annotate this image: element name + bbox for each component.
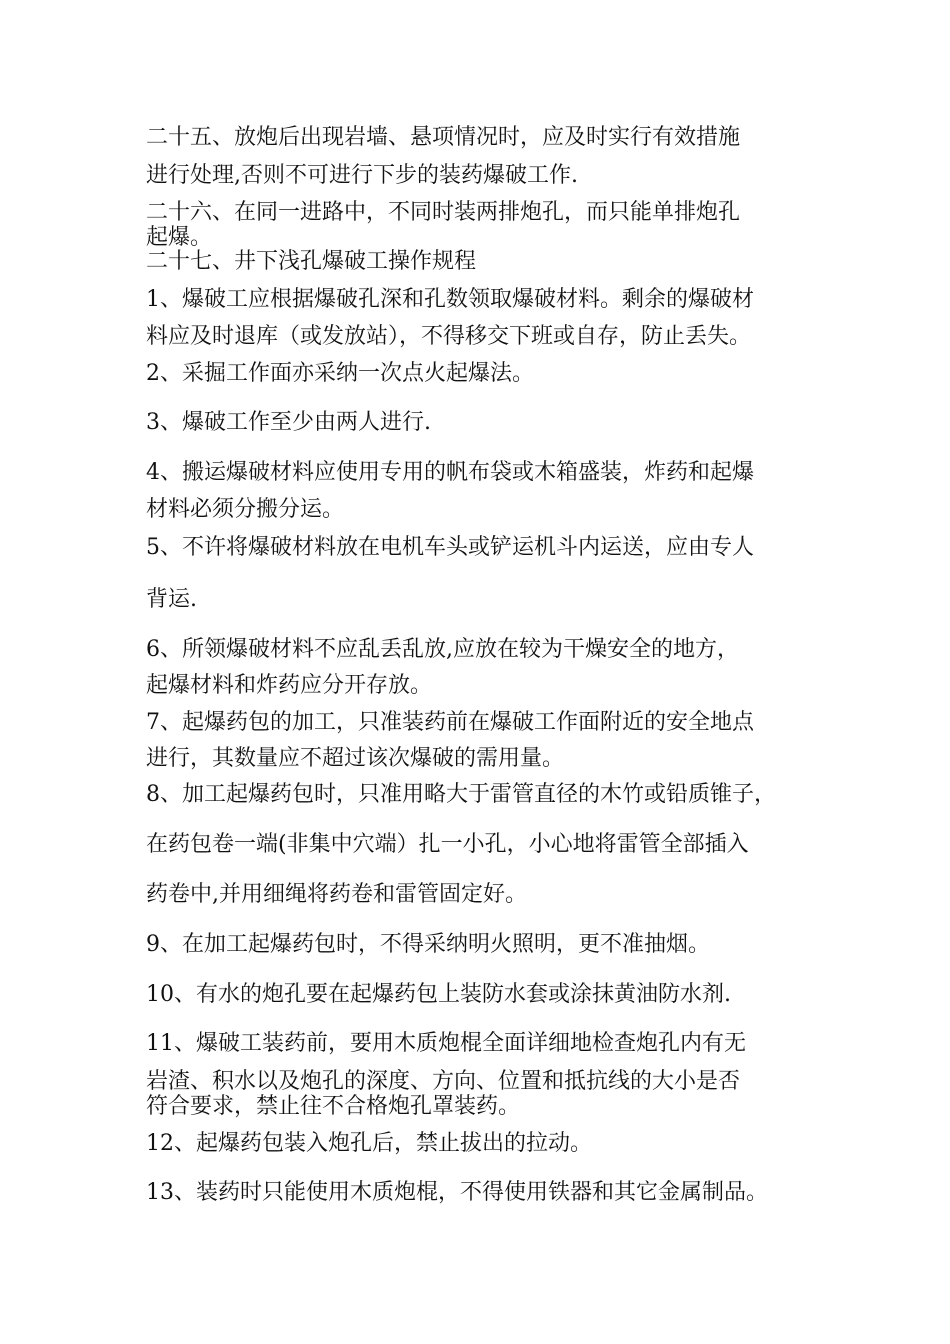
text-line: 料应及时退库（或发放站），不得移交下班或自存，防止丢失。 xyxy=(146,324,752,349)
text-line: 3、爆破工作至少由两人进行. xyxy=(146,410,431,435)
text-line: 材料必须分搬分运。 xyxy=(146,497,345,522)
section-heading: 二十七、井下浅孔爆破工操作规程 xyxy=(146,249,477,274)
text-line: 5、不许将爆破材料放在电机车头或铲运机斗内运送，应由专人 xyxy=(146,535,754,560)
text-line: 1、爆破工应根据爆破孔深和孔数领取爆破材料。剩余的爆破材 xyxy=(146,287,754,312)
text-line: 起爆材料和炸药应分开存放。 xyxy=(146,673,433,698)
text-line: 7、起爆药包的加工，只准装药前在爆破工作面附近的安全地点 xyxy=(146,710,754,735)
text-line: 二十五、放炮后出现岩墙、悬项情况时，应及时实行有效措施 xyxy=(146,125,741,150)
text-line: 进行，其数量应不超过该次爆破的需用量。 xyxy=(146,746,565,771)
text-line: 背运. xyxy=(146,587,197,612)
text-line: 在药包卷一端(非集中穴端）扎一小孔，小心地将雷管全部插入 xyxy=(146,832,749,857)
text-line: 6、所领爆破材料不应乱丢乱放,应放在较为干燥安全的地方， xyxy=(146,637,739,662)
text-line: 10、有水的炮孔要在起爆药包上装防水套或涂抹黄油防水剂. xyxy=(146,982,731,1007)
text-line: 12、起爆药包装入炮孔后，禁止拔出的拉动。 xyxy=(146,1131,592,1156)
text-line: 进行处理,否则不可进行下步的装药爆破工作. xyxy=(146,163,578,188)
text-line: 8、加工起爆药包时，只准用略大于雷管直径的木竹或铅质锥子， xyxy=(146,782,776,807)
text-line: 药卷中,并用细绳将药卷和雷管固定好。 xyxy=(146,882,527,907)
text-line: 4、搬运爆破材料应使用专用的帆布袋或木箱盛装，炸药和起爆 xyxy=(146,460,754,485)
text-line: 岩渣、积水以及炮孔的深度、方向、位置和抵抗线的大小是否 xyxy=(146,1069,741,1094)
text-line: 11、爆破工装药前，要用木质炮棍全面详细地检查炮孔内有无 xyxy=(146,1031,746,1056)
text-line: 9、在加工起爆药包时，不得采纳明火照明，更不准抽烟。 xyxy=(146,932,710,957)
text-line: 起爆。 xyxy=(146,225,213,250)
text-line: 13、装药时只能使用木质炮棍，不得使用铁器和其它金属制品。 xyxy=(146,1180,768,1205)
text-line: 二十六、在同一进路中，不同时装两排炮孔，而只能单排炮孔 xyxy=(146,200,741,225)
text-line: 2、采掘工作面亦采纳一次点火起爆法。 xyxy=(146,361,534,386)
text-line: 符合要求，禁止往不合格炮孔罩装药。 xyxy=(146,1094,521,1119)
